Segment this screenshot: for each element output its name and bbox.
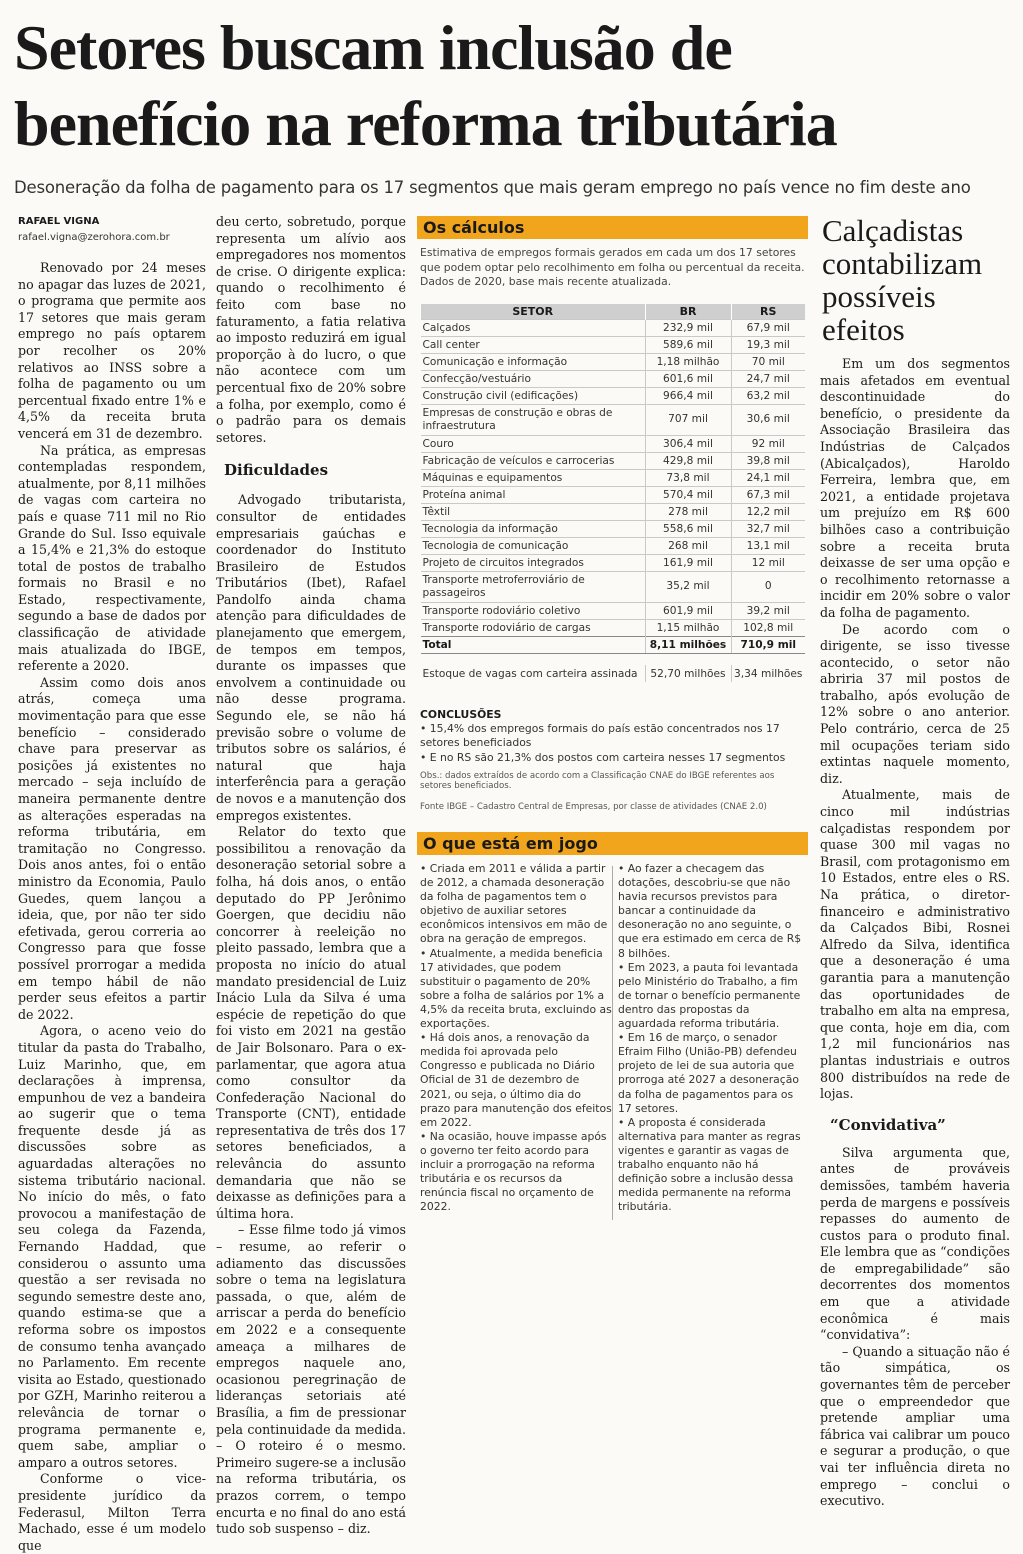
jogo-column-1 xyxy=(420,862,612,1214)
calculos-intro: Estimativa de empregos formais gerados em cada um dos 17 setores que podem optar pelo recolhimento em folha ou percentual da receita. Dados de 2020, base mais recente atualizada. xyxy=(420,246,805,288)
cell-br: 966,4 mil xyxy=(645,387,731,404)
paragraph: Atualmente, mais de cinco mil indústrias calçadistas respondem por quase 300 mil vagas no Brasil, com protagonismo em 10 Estados, entre eles o RS. Na prática, o diretor-financeiro e administrativo da Calçados Bibi, Rosnei Alfredo da Silva, identifica que a desoneração é uma garantia para a manutenção das oportunidades de trabalho em alta na empresa, que conta, hoje em dia, com 1,2 mil funcionários nas plantas industriais e outros 800 distribuídos na rede de lojas. xyxy=(820,787,1010,1102)
cell-br: 306,4 mil xyxy=(645,435,731,452)
table-row xyxy=(421,404,806,435)
jogo-item: • Atualmente, a medida beneficia 17 atividades, que podem substituir o pagamento de 20% sobre a folha de salários por 1% a 4,5% da receita bruta, excluindo as exportações. xyxy=(420,946,612,1031)
table-row-total xyxy=(421,636,806,653)
table-header-row xyxy=(421,304,806,319)
article-column-1 xyxy=(18,260,206,1554)
jogo-item: • Criada em 2011 e válida a partir de 2012, a chamada desoneração da folha de pagamentos tem o objetivo de auxiliar setores econômicos intensivos em mão de obra na geração de empregos. xyxy=(420,862,608,946)
cell-br: 232,9 mil xyxy=(645,319,731,336)
calculos-title: Os cálculos xyxy=(417,216,808,239)
table-row xyxy=(421,554,806,571)
cell-rs: 32,7 mil xyxy=(731,520,805,537)
cell-rs: 12,2 mil xyxy=(731,503,805,520)
paragraph: Em um dos segmentos mais afetados em eventual descontinuidade do benefício, o presidente da Associação Brasileira das Indústrias de Calçados (Abicalçados), Haroldo Ferreira, lembra que, em 2021, a entidade projetava um prejuízo em R$ 600 bilhões caso a contribuição sobre a receita bruta deixasse de ser uma opção e o recolhimento retornasse a incidir em 20% sobre o valor da folha de pagamento. xyxy=(820,356,1010,620)
cell-br: 268 mil xyxy=(645,537,731,554)
cell-setor: Total xyxy=(421,636,646,653)
cell-setor: Máquinas e equipamentos xyxy=(421,469,646,486)
table-body xyxy=(421,319,806,682)
cell-br: 35,2 mil xyxy=(645,571,731,602)
cell-br: 8,11 milhões xyxy=(645,636,731,653)
cell-br: 601,6 mil xyxy=(645,370,731,387)
cell-br: 52,70 milhões xyxy=(645,665,731,682)
cell-setor: Estoque de vagas com carteira assinada xyxy=(422,667,638,680)
cell-rs: 30,6 mil xyxy=(731,404,805,435)
cell-rs: 3,34 milhões xyxy=(731,665,805,682)
jogo-item: • Há dois anos, a renovação da medida foi aprovada pelo Congresso e publicada no Diário Oficial de 31 de dezembro de 2021, ou seja, o último dia do prazo para manutenção dos efeitos em 2022. xyxy=(420,1031,612,1129)
cell-setor: Transporte metroferroviário de passageiros xyxy=(421,571,646,602)
cell-setor: Tecnologia de comunicação xyxy=(421,537,646,554)
table-row xyxy=(421,619,806,636)
cell-setor: Construção civil (edificações) xyxy=(421,387,646,404)
cell-setor: Call center xyxy=(421,336,646,353)
table-row xyxy=(421,370,806,387)
cell-setor: Calçados xyxy=(421,319,646,336)
cell-rs: 67,3 mil xyxy=(731,486,805,503)
conclusoes-title: CONCLUSÕES xyxy=(420,708,502,721)
source-note: Fonte IBGE – Cadastro Central de Empresas, por classe de atividades (CNAE 2.0) xyxy=(420,801,767,812)
cell-rs: 92 mil xyxy=(731,435,805,452)
paragraph: deu certo, sobretudo, porque representa um alívio aos empregadores nos momentos de crise. O dirigente explica: quando o recolhimento é feito com base no faturamento, a fatia relativa ao imposto reduzirá em igual proporção à do lucro, o que não acontece com um percentual fixo de 20% sobre a folha, por exemplo, como é o padrão para os demais setores. xyxy=(216,214,406,445)
cell-br: 570,4 mil xyxy=(645,486,731,503)
table-row xyxy=(421,452,806,469)
cell-rs: 13,1 mil xyxy=(731,537,805,554)
table-row xyxy=(421,602,806,619)
deck: Desoneração da folha de pagamento para os 17 segmentos que mais geram emprego no país vence no fim deste ano xyxy=(14,178,971,197)
cell-br: 73,8 mil xyxy=(645,469,731,486)
cell-br: 1,18 milhão xyxy=(645,353,731,370)
table-row xyxy=(421,486,806,503)
cell-rs: 70 mil xyxy=(731,353,805,370)
jogo-item: • Ao fazer a checagem das dotações, descobriu-se que não havia recursos previstos para bancar a continuidade da desoneração no ano seguinte, o que era estimado em cerca de R$ 8 bilhões. xyxy=(618,862,802,960)
subhead-dificuldades: Dificuldades xyxy=(224,461,329,480)
table-row xyxy=(421,319,806,336)
column-header-setor: SETOR xyxy=(421,304,646,319)
cell-rs: 710,9 mil xyxy=(731,636,805,653)
table-row xyxy=(421,469,806,486)
cell-rs: 102,8 mil xyxy=(731,619,805,636)
paragraph: – Quando a situação não é tão simpática, os governantes têm de perceber que o empreendedor que pretende ampliar uma fábrica vai calibrar um pouco e segurar a produção, o que vai ter influência direta no emprego – conclui o executivo. xyxy=(820,1343,1010,1509)
table-row-estoque xyxy=(421,665,806,682)
setores-table xyxy=(420,304,805,682)
cell-setor: Confecção/vestuário xyxy=(421,370,646,387)
cell-setor: Comunicação e informação xyxy=(421,353,646,370)
cell-rs: 12 mil xyxy=(731,554,805,571)
subhead-convidativa: “Convidativa” xyxy=(830,1115,946,1134)
cell-br: 589,6 mil xyxy=(645,336,731,353)
cell-rs: 39,8 mil xyxy=(731,452,805,469)
paragraph: Conforme o vice-presidente jurídico da Federasul, Milton Terra Machado, esse é um modelo que xyxy=(18,1471,206,1553)
headline-line-1: Setores buscam inclusão de xyxy=(14,12,732,83)
cell-setor: Fabricação de veículos e carrocerias xyxy=(421,452,646,469)
table-spacer xyxy=(421,653,806,665)
paragraph: De acordo com o dirigente, se isso tivesse acontecido, o setor não abriria 37 mil postos de trabalho, após evolução de 12% sobre o ano anterior. Pelo contrário, cerca de 25 mil ocupações teriam sido extintas naquele momento, diz. xyxy=(820,621,1010,786)
headline xyxy=(14,10,1014,162)
cell-rs: 39,2 mil xyxy=(731,602,805,619)
jogo-title: O que está em jogo xyxy=(417,832,808,855)
column-divider xyxy=(612,866,613,1220)
paragraph: Relator do texto que possibilitou a renovação da desoneração setorial sobre a folha, há dois anos, o então deputado do PP Jerônimo Goergen, que decidiu não concorrer à reeleição no pleito passado, lembra que a proposta no início do atual mandato presidencial de Luiz Inácio Lula da Silva é uma espécie de repetição do que foi visto em 2021 na gestão de Jair Bolsonaro. Para o ex-parlamentar, que agora atua como consultor da Confederação Nacional do Transporte (CNT), entidade representativa de três dos 17 setores beneficiados, a relevância do assunto demandaria que não se deixasse as definições para a última hora. xyxy=(216,824,406,1221)
obs-note: Obs.: dados extraídos de acordo com a Classificação CNAE do IBGE referentes aos setores beneficiados. xyxy=(420,770,775,792)
headline-line-2: benefício na reforma tributária xyxy=(14,88,837,159)
table-row xyxy=(421,353,806,370)
cell-br: 558,6 mil xyxy=(645,520,731,537)
paragraph: Assim como dois anos atrás, começa uma movimentação para que esse benefício – considerado chave para preservar as posições já existentes no mercado – seja incluído de maneira permanente dentre as alterações esperadas na reforma tributária, em tramitação no Congresso. Dois anos antes, foi o então ministro da Economia, Paulo Guedes, quem lançou a ideia, que, por não ter sido efetivada, gerou correria ao Congresso para que fosse possível prorrogar a medida em tempo hábil de não perder seus efeitos a partir de 2022. xyxy=(18,674,206,1022)
cell-br: 278 mil xyxy=(645,503,731,520)
jogo-item: • A proposta é considerada alternativa para manter as regras vigentes e garantir as vagas de trabalho enquanto não há definição sobre a inclusão dessa medida permanente na reforma tributária. xyxy=(618,1115,801,1214)
paragraph: Advogado tributarista, consultor de entidades empresariais gaúchas e coordenador do Instituto Brasileiro de Estudos Tributários (Ibet), Rafael Pandolfo ainda chama atenção para dificuldades de planejamento que emergem, de tempos em tempos, durante os impasses que envolvem a continuidade ou não desse programa. Segundo ele, se não há previsão sobre o volume de tributos sobre os salários, é natural que haja interferência para a geração de novos e a manutenção dos empregos existentes. xyxy=(216,492,406,823)
table-row xyxy=(421,503,806,520)
cell-setor: Couro xyxy=(421,435,646,452)
cell-rs: 24,1 mil xyxy=(731,469,805,486)
paragraph: – Esse filme todo já vimos – resume, ao referir o adiamento das discussões sobre o tema na legislatura passada, o que, além de arriscar a perda do benefício em 2022 e a consequente ameaça a milhares de empregos naquele ano, ocasionou peregrinação de lideranças setoriais até Brasília, a fim de pressionar pela continuidade da medida. – O roteiro é o mesmo. Primeiro sugere-se a inclusão na reforma tributária, os prazos correm, o tempo encurta e no final do ano está tudo sob suspenso – diz. xyxy=(216,1222,406,1537)
table-row xyxy=(421,387,806,404)
conclusao-item: • E no RS são 21,3% dos postos com carteira nesses 17 segmentos xyxy=(420,750,786,764)
column-header-br: BR xyxy=(645,304,731,319)
cell-rs: 19,3 mil xyxy=(731,336,805,353)
cell-rs: 24,7 mil xyxy=(731,370,805,387)
byline-author: RAFAEL VIGNA xyxy=(18,216,100,227)
cell-br: 601,9 mil xyxy=(645,602,731,619)
cell-rs: 67,9 mil xyxy=(731,319,805,336)
article-column-2 xyxy=(216,214,406,1538)
paragraph: Agora, o aceno veio do titular da pasta do Trabalho, Luiz Marinho, que, em declarações à imprensa, empunhou de vez a bandeira ao sugerir que o tema frequente desde já as discussões sobre as aguardadas alterações no sistema tributário nacional. No início do mês, o fato provocou a manifestação de seu colega da Fazenda, Fernando Haddad, que considerou o assunto uma questão a ser revisada no segundo semestre deste ano, quando estima-se que a reforma sobre os impostos de consumo tenha avançado no Parlamento. Em recente visita ao Estado, questionado por GZH, Marinho reiterou a relevância de tornar o programa permanente e, quem sabe, ampliar o amparo a outros setores. xyxy=(18,1023,206,1470)
cell-setor: Tecnologia da informação xyxy=(421,520,646,537)
conclusoes xyxy=(420,708,805,814)
cell-setor: Empresas de construção e obras de infraestrutura xyxy=(421,404,646,435)
cell-br: 161,9 mil xyxy=(645,554,731,571)
cell-br: 1,15 milhão xyxy=(645,619,731,636)
cell-setor: Transporte rodoviário coletivo xyxy=(421,602,646,619)
cell-br: 429,8 mil xyxy=(645,452,731,469)
cell-setor: Transporte rodoviário de cargas xyxy=(421,619,646,636)
cell-setor: Proteína animal xyxy=(421,486,646,503)
jogo-column-2 xyxy=(618,862,810,1214)
sidebar-article xyxy=(820,356,1010,1510)
paragraph: Renovado por 24 meses no apagar das luzes de 2021, o programa que permite aos 17 setores que mais geram emprego no país optarem por recolher os 20% relativos ao INSS sobre a folha de pagamento ou um percentual fixado entre 1% e 4,5% da receita bruta vencerá em 31 de dezembro. xyxy=(18,260,206,441)
paragraph: Silva argumenta que, antes de prováveis demissões, também haveria perda de margens e possíveis repasses do aumento de custos para o produto final. Ele lembra que as “condições de empregabilidade” são decorrentes dos momentos em que a atividade econômica é mais “convidativa”: xyxy=(820,1144,1010,1343)
cell-rs: 0 xyxy=(731,571,805,602)
table-row xyxy=(421,537,806,554)
cell-rs: 63,2 mil xyxy=(731,387,805,404)
jogo-item: • Em 16 de março, o senador Efraim Filho (União-PB) defendeu projeto de lei de sua autoria que prorroga até 2027 a desoneração da folha de pagamentos para os 17 setores. xyxy=(618,1031,799,1115)
table-row xyxy=(421,520,806,537)
byline-email[interactable]: rafael.vigna@zerohora.com.br xyxy=(18,232,170,243)
cell-setor: Têxtil xyxy=(421,503,646,520)
sidebar-title: Calçadistas contabilizam possíveis efeitos xyxy=(822,213,983,347)
conclusao-item: • 15,4% dos empregos formais do país estão concentrados nos 17 setores beneficiados xyxy=(420,722,780,750)
column-header-rs: RS xyxy=(731,304,805,319)
cell-setor: Projeto de circuitos integrados xyxy=(421,554,646,571)
table-row xyxy=(421,336,806,353)
jogo-item: • Em 2023, a pauta foi levantada pelo Ministério do Trabalho, a fim de tornar o benefício permanente dentro das propostas da aguardada reforma tributária. xyxy=(618,960,801,1031)
table-row xyxy=(421,435,806,452)
jogo-item: • Na ocasião, houve impasse após o governo ter feito acordo para incluir a prorrogação na reforma tributária e os recursos da renúncia fiscal no orçamento de 2022. xyxy=(420,1129,607,1214)
table-row xyxy=(421,571,806,602)
cell-br: 707 mil xyxy=(645,404,731,435)
paragraph: Na prática, as empresas contempladas respondem, atualmente, por 8,11 milhões de vagas com carteira no país e quase 711 mil no Rio Grande do Sul. Isso equivale a 15,4% e 21,3% do estoque total de postos de trabalho formais no Brasil e no Estado, respectivamente, segundo a base de dados por classificação de atividade mais atualizada do IBGE, referente a 2020. xyxy=(18,442,206,674)
